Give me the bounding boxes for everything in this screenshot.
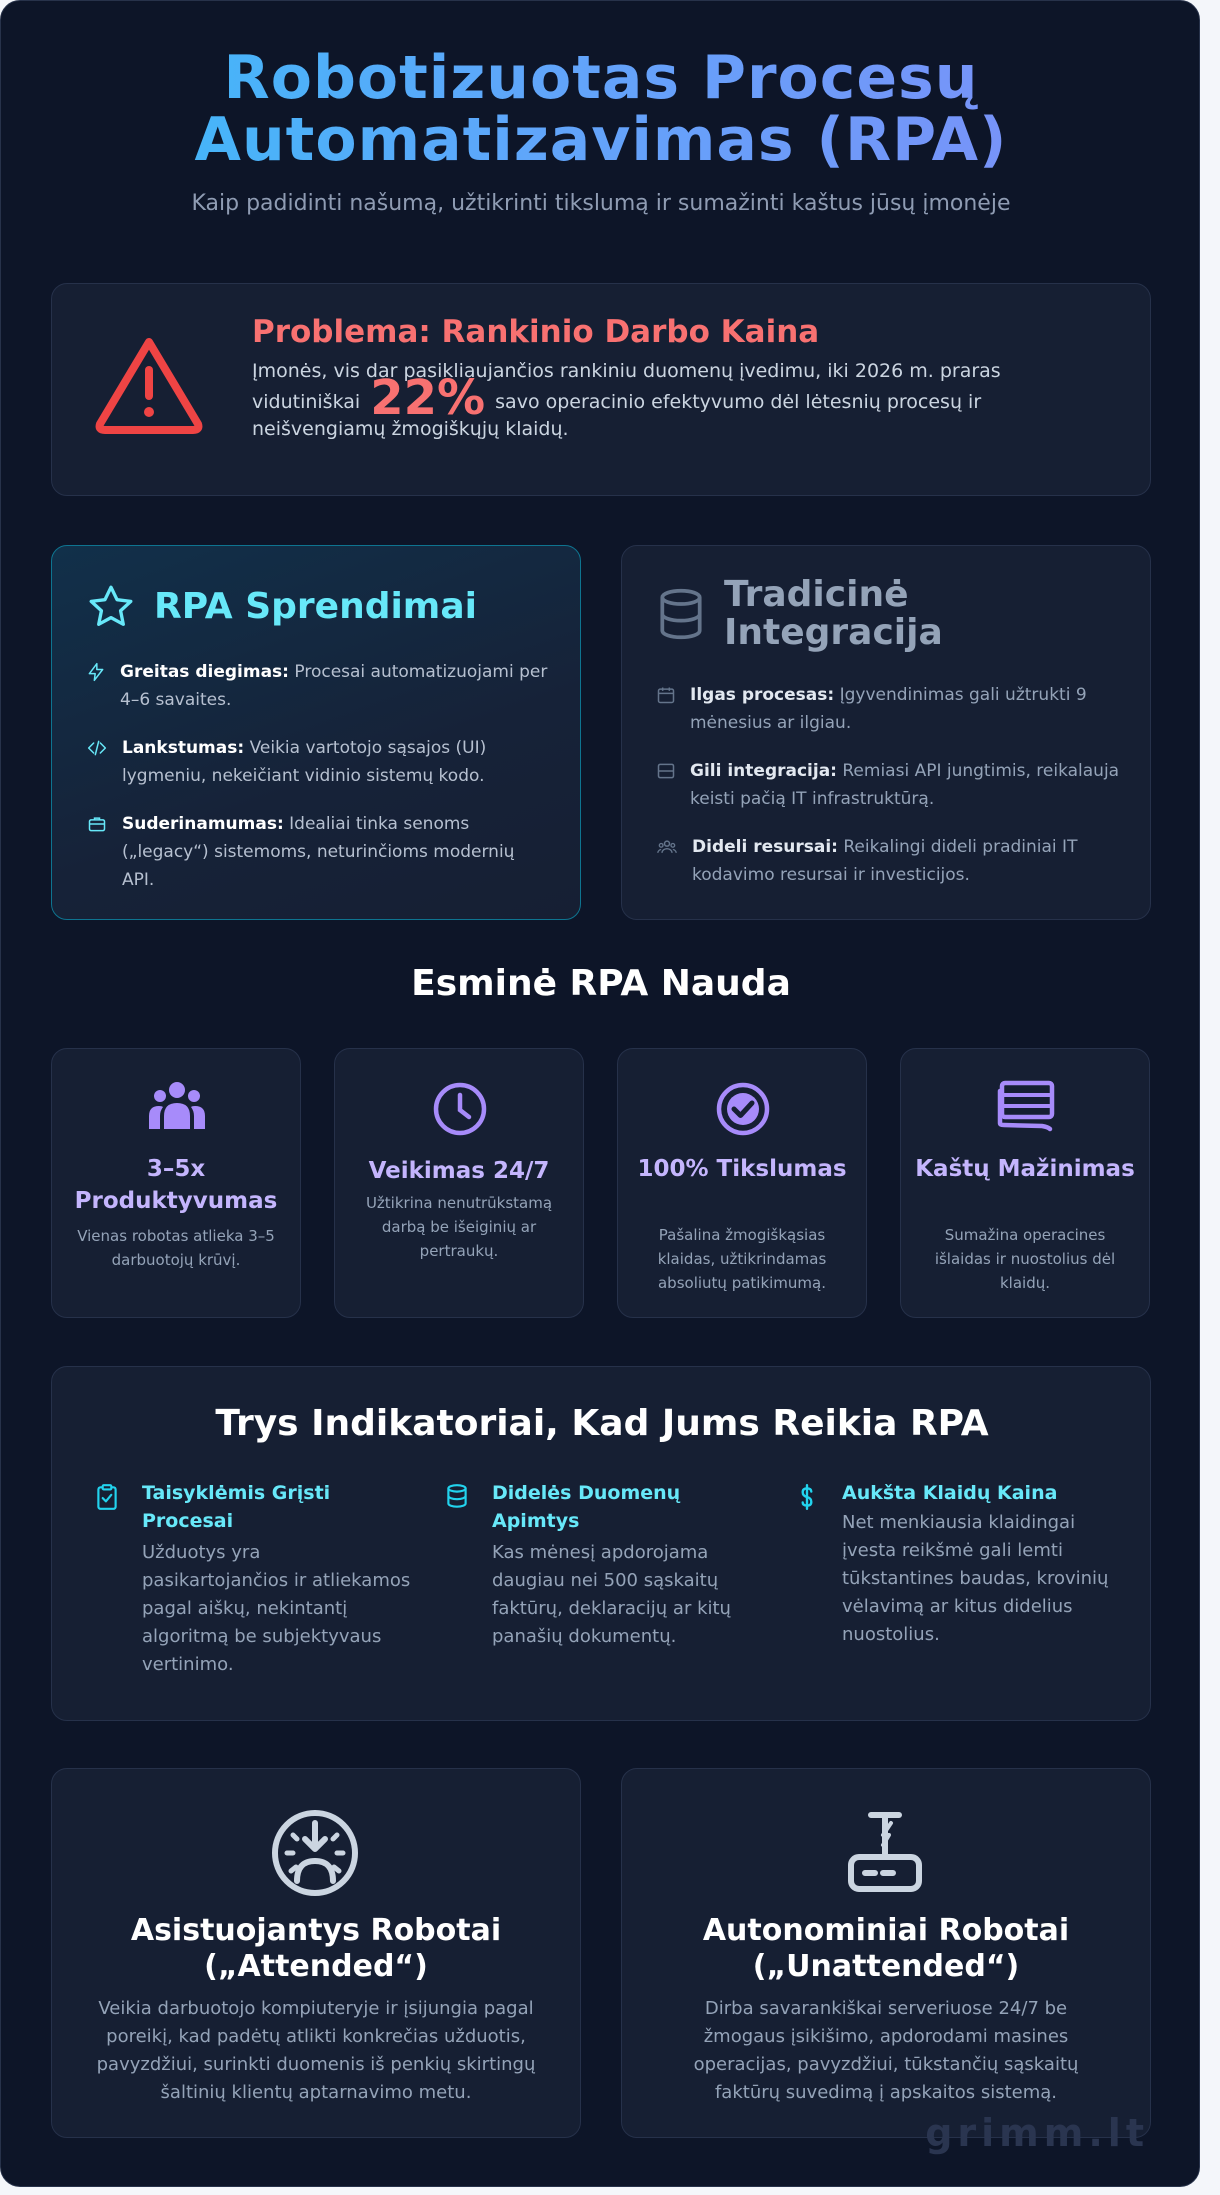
indicators-title: Trys Indikatoriai, Kad Jums Reikia RPA xyxy=(215,1403,989,1444)
traditional-feature-item xyxy=(656,833,1120,889)
code-icon xyxy=(86,738,108,758)
traditional-feature-item xyxy=(656,757,1120,813)
server-bolt-icon xyxy=(837,1805,933,1901)
unattended-robots-title xyxy=(642,1913,1130,1985)
page-title-line2: Automatizavimas (RPA) xyxy=(194,105,1008,175)
problem-text-after: savo operacinio efektyvumo dėl lėtesnių procesų ir neišvengiamų žmogiškųjų klaidų. xyxy=(252,391,982,440)
page-title-line1: Robotizuotas Procesų xyxy=(223,43,979,113)
clock-icon xyxy=(430,1079,490,1139)
hero xyxy=(1,43,1200,216)
problem-percent: 22% xyxy=(370,370,486,426)
benefit-title: Kaštų Mažinimas xyxy=(915,1156,1135,1182)
traditional-feature-text: Reikalingi dideli pradiniai IT kodavimo resursai ir investicijos. xyxy=(692,837,1078,885)
clipboard-check-icon xyxy=(94,1483,120,1511)
rpa-solutions-card xyxy=(51,545,581,920)
database-icon xyxy=(444,1483,470,1511)
attended-robots-title-line1: Asistuojantys Robotai xyxy=(130,1913,502,1948)
rpa-feature-label: Greitas diegimas: xyxy=(120,662,289,682)
calendar-icon xyxy=(656,685,676,705)
database-icon xyxy=(656,587,706,641)
rpa-feature-label: Suderinamumas: xyxy=(122,814,284,834)
traditional-feature-item xyxy=(656,681,1120,737)
benefit-title: 3–5x Produktyvumas xyxy=(74,1156,278,1214)
benefits-title: Esminė RPA Nauda xyxy=(411,963,791,1004)
traditional-title xyxy=(724,576,943,652)
rpa-feature-label: Lankstumas: xyxy=(122,738,245,758)
rpa-feature-text: Procesai automatizuojami per 4–6 savaites. xyxy=(120,662,548,710)
briefcase-icon xyxy=(86,814,108,834)
traditional-title-line2: Integracija xyxy=(724,612,943,653)
gauge-download-icon xyxy=(267,1805,363,1901)
traditional-integration-card xyxy=(621,545,1151,920)
problem-text xyxy=(252,358,1112,443)
unattended-robots-description: Dirba savarankiškai serveriuose 24/7 be žmogaus įsikišimo, apdorodami masines operacijas, pavyzdžiui, tūkstančių sąskaitų faktūrų suvedimą į apskaitos sistemą. xyxy=(693,1998,1079,2103)
indicator-description: Kas mėnesį apdorojama daugiau nei 500 sąskaitų faktūrų, deklaracijų ar kitų panašių dokumentų. xyxy=(492,1542,731,1647)
indicator-description: Net menkiausia klaidingai įvesta reikšmė gali lemti tūkstantines baudas, krovinių vėlavimą ar kitus didelius nuostolius. xyxy=(842,1512,1109,1645)
page-title xyxy=(1,43,1200,175)
benefit-title: 100% Tikslumas xyxy=(637,1156,847,1182)
rpa-title: RPA Sprendimai xyxy=(154,586,477,627)
rpa-feature-text: Idealiai tinka senoms („legacy“) sistemoms, neturinčioms modernių API. xyxy=(122,814,515,890)
benefit-title: Veikimas 24/7 xyxy=(368,1158,550,1184)
rpa-feature-item xyxy=(86,810,550,894)
benefit-card xyxy=(51,1048,301,1318)
benefit-description: Užtikrina nenutrūkstamą darbą be išeiginių ar pertraukų. xyxy=(365,1194,553,1260)
star-icon xyxy=(86,582,136,632)
problem-title: Problema: Rankinio Darbo Kaina xyxy=(252,314,820,350)
watermark: grimm.lt xyxy=(925,2111,1149,2155)
benefit-card xyxy=(334,1048,584,1318)
rpa-feature-text: Veikia vartotojo sąsajos (UI) lygmeniu, nekeičiant vidinio sistemų kodo. xyxy=(122,738,487,786)
server-icon xyxy=(656,761,676,781)
benefit-card xyxy=(617,1048,867,1318)
unattended-robots-card xyxy=(621,1768,1151,2138)
unattended-robots-title-line1: Autonominiai Robotai xyxy=(702,1913,1070,1948)
benefit-description: Vienas robotas atlieka 3–5 darbuotojų krūvį. xyxy=(77,1227,275,1269)
rpa-feature-item xyxy=(86,734,550,790)
traditional-feature-label: Gili integracija: xyxy=(690,761,837,781)
problem-card xyxy=(51,283,1151,496)
indicator-description: Užduotys yra pasikartojančios ir atliekamos pagal aiškų, nekintantį algoritmą be subjektyvaus vertinimo. xyxy=(142,1542,411,1675)
benefit-card xyxy=(900,1048,1150,1318)
attended-robots-title xyxy=(72,1913,560,1985)
unattended-robots-title-line2: („Unattended“) xyxy=(752,1949,1020,1984)
traditional-feature-text: Remiasi API jungtimis, reikalauja keisti pačią IT infrastruktūrą. xyxy=(690,761,1120,809)
indicator-name: Aukšta Klaidų Kaina xyxy=(842,1482,1058,1504)
money-bills-icon xyxy=(996,1079,1056,1133)
traditional-title-line1: Tradicinė xyxy=(724,574,909,615)
page-subtitle: Kaip padidinti našumą, užtikrinti tikslumą ir sumažinti kaštus jūsų įmonėje xyxy=(191,191,1011,216)
traditional-feature-label: Ilgas procesas: xyxy=(690,685,835,705)
indicator-name: Didelės Duomenų Apimtys xyxy=(492,1482,681,1532)
users-icon xyxy=(656,837,678,857)
traditional-feature-text: Įgyvendinimas gali užtrukti 9 mėnesius ar ilgiau. xyxy=(690,685,1087,733)
warning-triangle-icon xyxy=(94,334,204,434)
rpa-feature-item xyxy=(86,658,550,714)
indicators-card xyxy=(51,1366,1151,1721)
problem-text-before: Įmonės, vis dar pasikliaujančios rankiniu duomenų įvedimu, iki 2026 m. praras vidutiniškai xyxy=(252,360,1001,413)
indicator-name: Taisyklėmis Grįsti Procesai xyxy=(142,1482,331,1532)
dollar-icon xyxy=(794,1483,820,1511)
people-group-icon xyxy=(147,1079,207,1133)
benefit-description: Sumažina operacines išlaidas ir nuostolius dėl klaidų. xyxy=(934,1226,1116,1292)
check-circle-icon xyxy=(713,1079,773,1139)
attended-robots-description: Veikia darbuotojo kompiuteryje ir įsijungia pagal poreikį, kad padėtų atlikti konkrečias užduotis, pavyzdžiui, surinkti duomenis iš penkių skirtingų šaltinių klientų aptarnavimo metu. xyxy=(96,1998,536,2103)
traditional-feature-label: Dideli resursai: xyxy=(692,837,838,857)
benefit-description: Pašalina žmogiškąsias klaidas, užtikrindamas absoliutų patikimumą. xyxy=(657,1226,827,1292)
bolt-icon xyxy=(86,662,106,682)
attended-robots-card xyxy=(51,1768,581,2138)
attended-robots-title-line2: („Attended“) xyxy=(204,1949,428,1984)
